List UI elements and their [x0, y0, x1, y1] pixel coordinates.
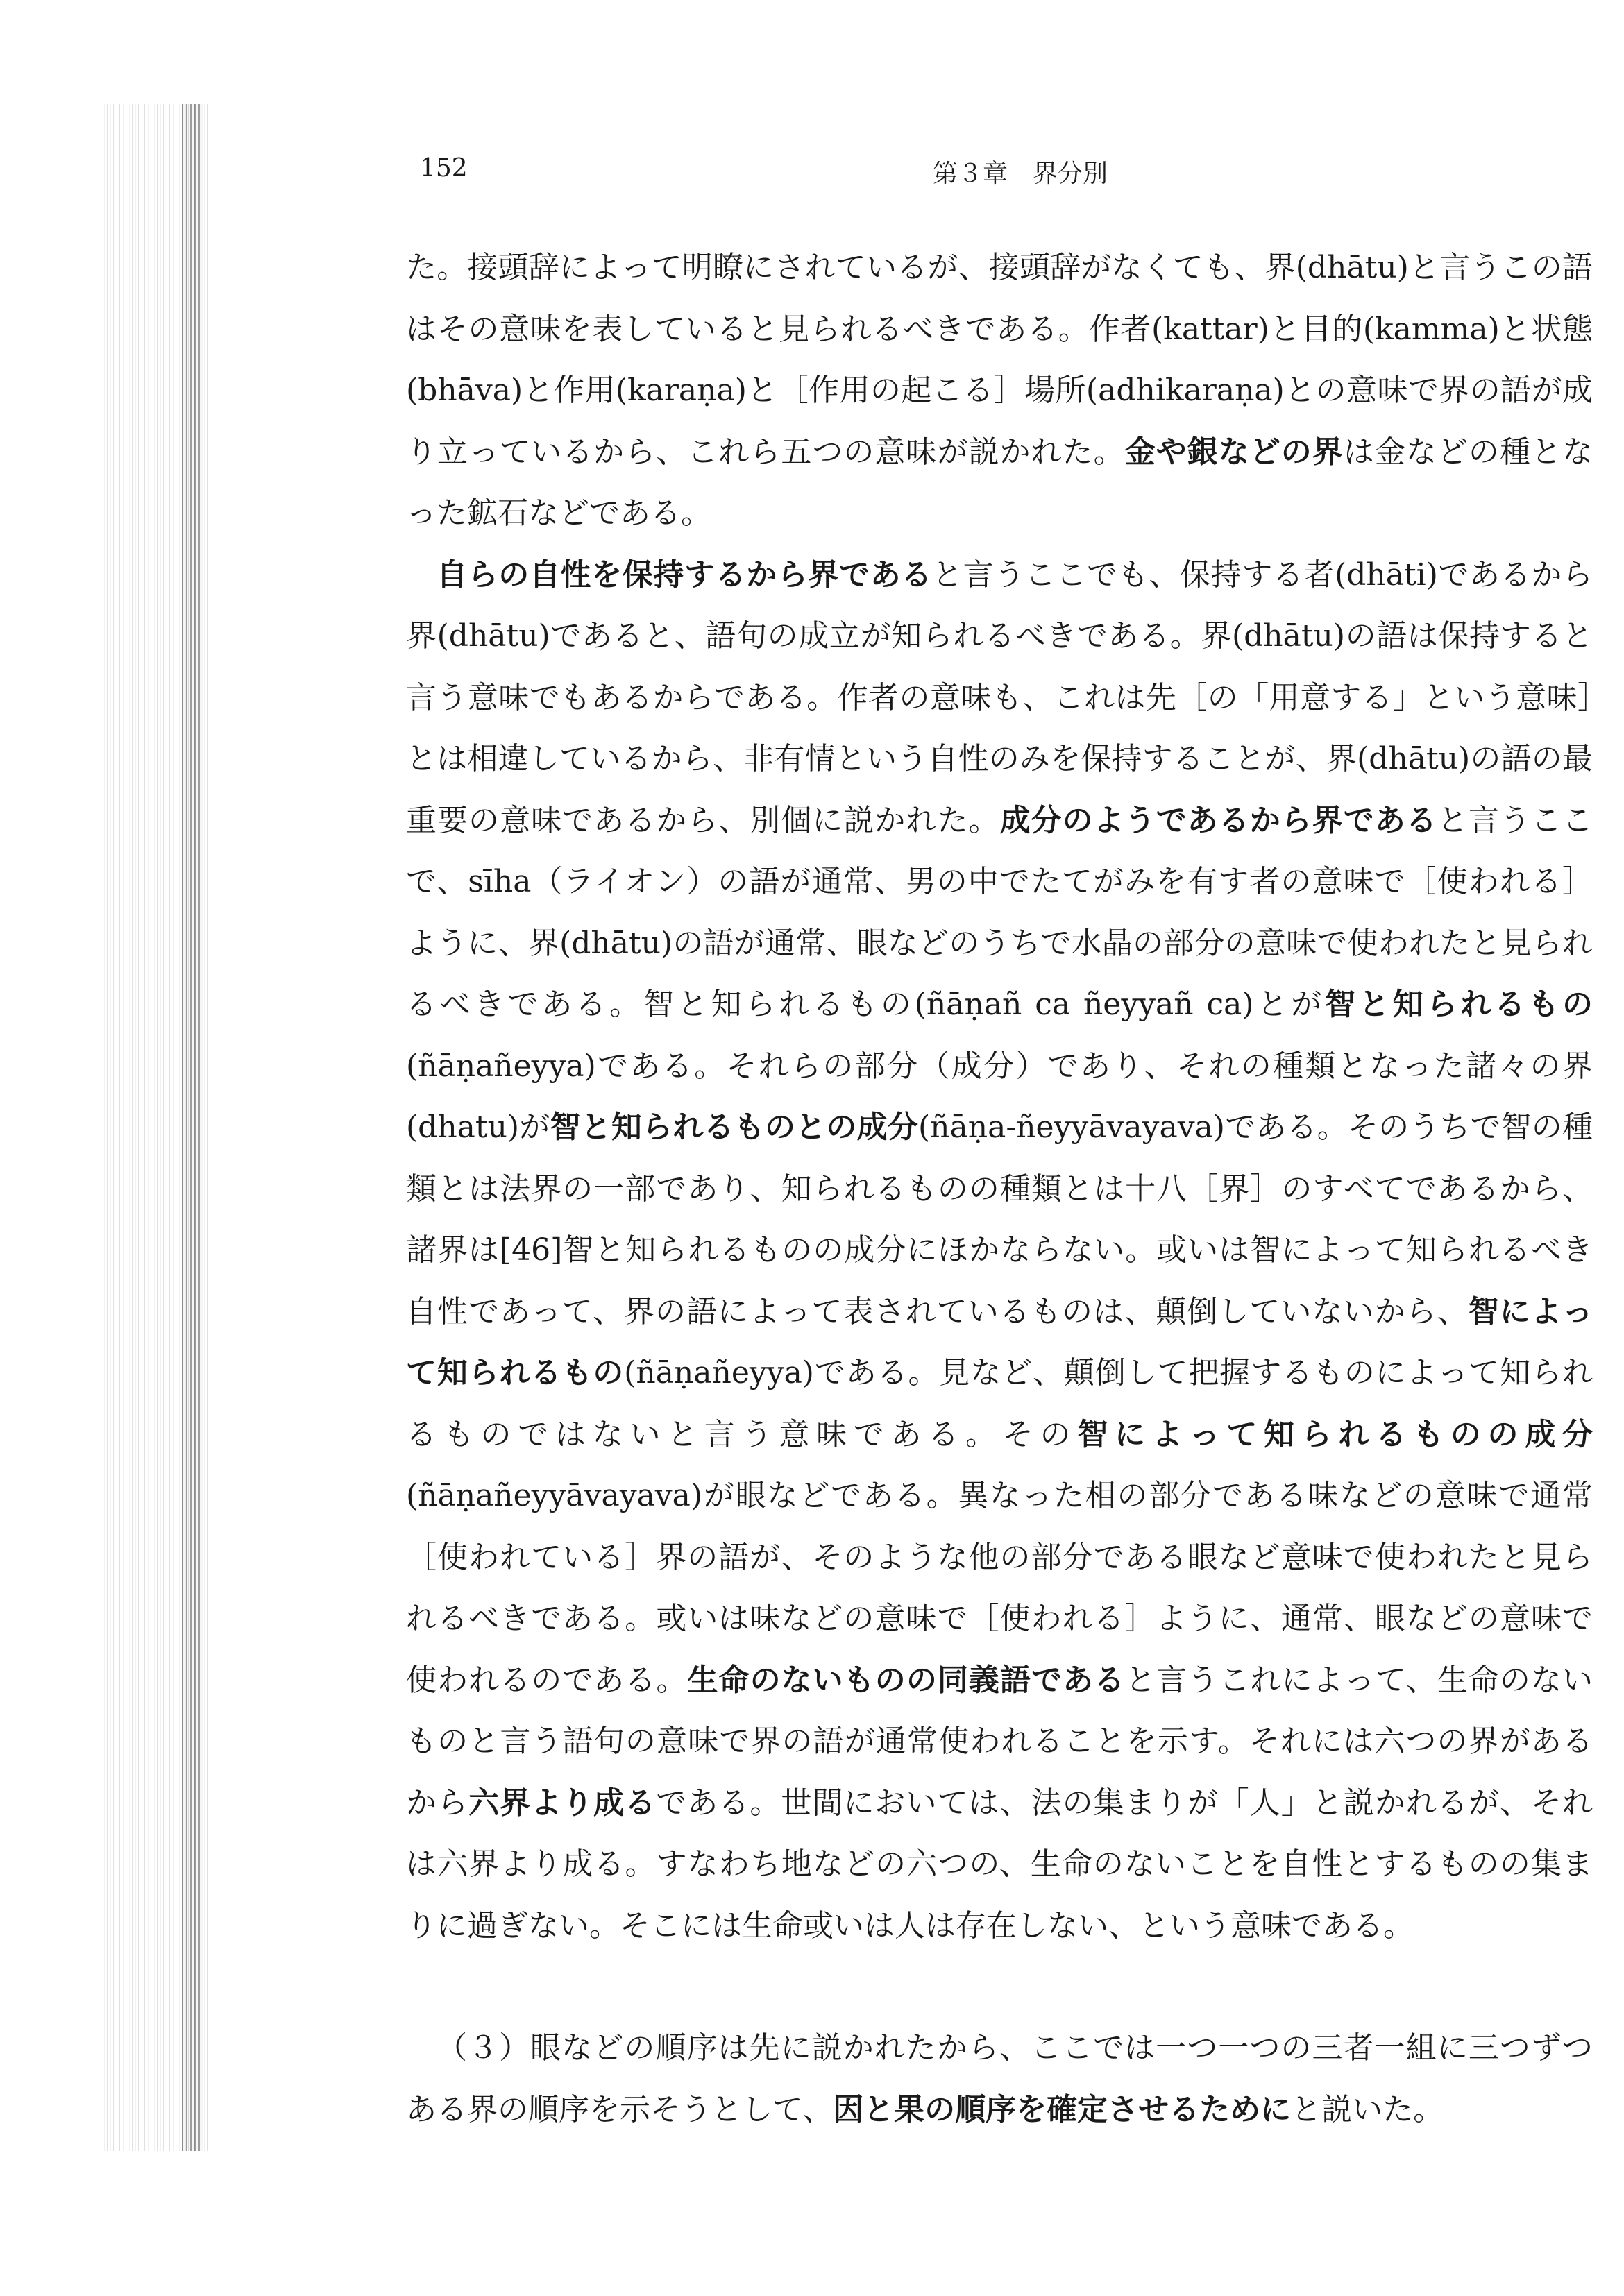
- bold-term: 自らの自性を保持するから界である: [437, 556, 932, 593]
- text-run: (ñāṇa-ñeyyāvayava)である。そのうちで智の種類とは法界の一部であり、知られるものの種類とは十八［界］のすべてであるから、諸界は[46]智と知られるものの成分にほかならない。或いは智によって知られるべき自性であって、界の語によって表されているものは、顛倒していないから、: [406, 1109, 1593, 1329]
- text-run: と言うここで、sīha（ライオン）の語が通常、男の中でたてがみを有す者の意味で［使われる］ように、界(dhātu)の語が通常、眼などのうちで水晶の部分の意味で使われたと見られるべきである。智と知られるもの(ñāṇañ ca ñeyyañ ca)とが: [406, 802, 1593, 1022]
- paragraph: [406, 237, 1593, 545]
- text-run: (ñāṇañeyyāvayava)が眼などである。異なった相の部分である味などの意味で通常［使われている］界の語が、そのような他の部分である眼など意味で使われたと見られるべきである。或いは味などの意味で［使われる］ように、通常、眼などの意味で使われるのである。: [406, 1478, 1593, 1698]
- bold-term: 智と知られるもの: [1325, 987, 1593, 1022]
- text-run: である。世間においては、法の集まりが「人」と説かれるが、それは六界より成る。すなわち地などの六つの、生命のないことを自性とするものの集まりに過ぎない。そこには生命或いは人は存在しない、という意味である。: [406, 1785, 1593, 1944]
- paragraph-gap: [406, 1957, 1593, 2018]
- bold-term: 因と果の順序を確定させるために: [833, 2091, 1292, 2127]
- text-run: (ñāṇañeyya)である。見など、顛倒して把握するものによって知られるものではないと言う意味である。その: [406, 1355, 1593, 1452]
- bold-term: 智と知られるものとの成分: [550, 1109, 919, 1145]
- page-header: [420, 154, 1593, 196]
- bold-term: 六界より成る: [468, 1785, 657, 1821]
- chapter-title: 第３章 界分別: [932, 160, 1108, 188]
- bold-term: 智によって知られるものの成分: [1077, 1416, 1593, 1452]
- text-run: と言うこれによって、生命のないものと言う語句の意味で界の語が通常使われることを示す。それには六つの界があるから: [406, 1662, 1593, 1821]
- page-number: 152: [420, 154, 468, 182]
- text-run: と説いた。: [1291, 2091, 1444, 2127]
- paragraph: [406, 2018, 1593, 2141]
- bold-term: 成分のようであるから界である: [999, 802, 1437, 838]
- bold-term: 金や銀などの界: [1124, 434, 1344, 470]
- bold-term: 智によって知られるもの: [406, 1293, 1593, 1391]
- bold-term: 生命のないものの同義語である: [687, 1662, 1126, 1698]
- text-run: （３）眼などの順序は先に説かれたから、ここでは一つ一つの三者一組に三つずつある界の順序を示そうとして、: [406, 2030, 1593, 2127]
- text-run: は金などの種となった鉱石などである。: [406, 434, 1593, 531]
- book-binding-edge: [182, 104, 203, 2151]
- text-run: と言うここでも、保持する者(dhāti)であるから界(dhātu)であると、語句の成立が知られるべきである。界(dhātu)の語は保持すると言う意味でもあるからである。作者の意味も、これは先［の「用意する」という意味］とは相違しているから、非有情という自性のみを保持することが、界(dhātu)の語の最重要の意味であるから、別個に説かれた。: [406, 556, 1593, 838]
- paragraph: [406, 545, 1593, 1957]
- body-text: [406, 237, 1593, 2141]
- text-run: た。接頭辞によって明瞭にされているが、接頭辞がなくても、界(dhātu)と言うこの語はその意味を表していると見られるべきである。作者(kattar)と目的(kamma)と状態(bhāva)と作用(karaṇa)と［作用の起こる］場所(adhikaraṇa)との意味で界の語が成り立っているから、これら五つの意味が説かれた。: [406, 250, 1593, 470]
- text-run: (ñāṇañeyya)である。それらの部分（成分）であり、それの種類となった諸々の界(dhatu)が: [406, 1048, 1593, 1145]
